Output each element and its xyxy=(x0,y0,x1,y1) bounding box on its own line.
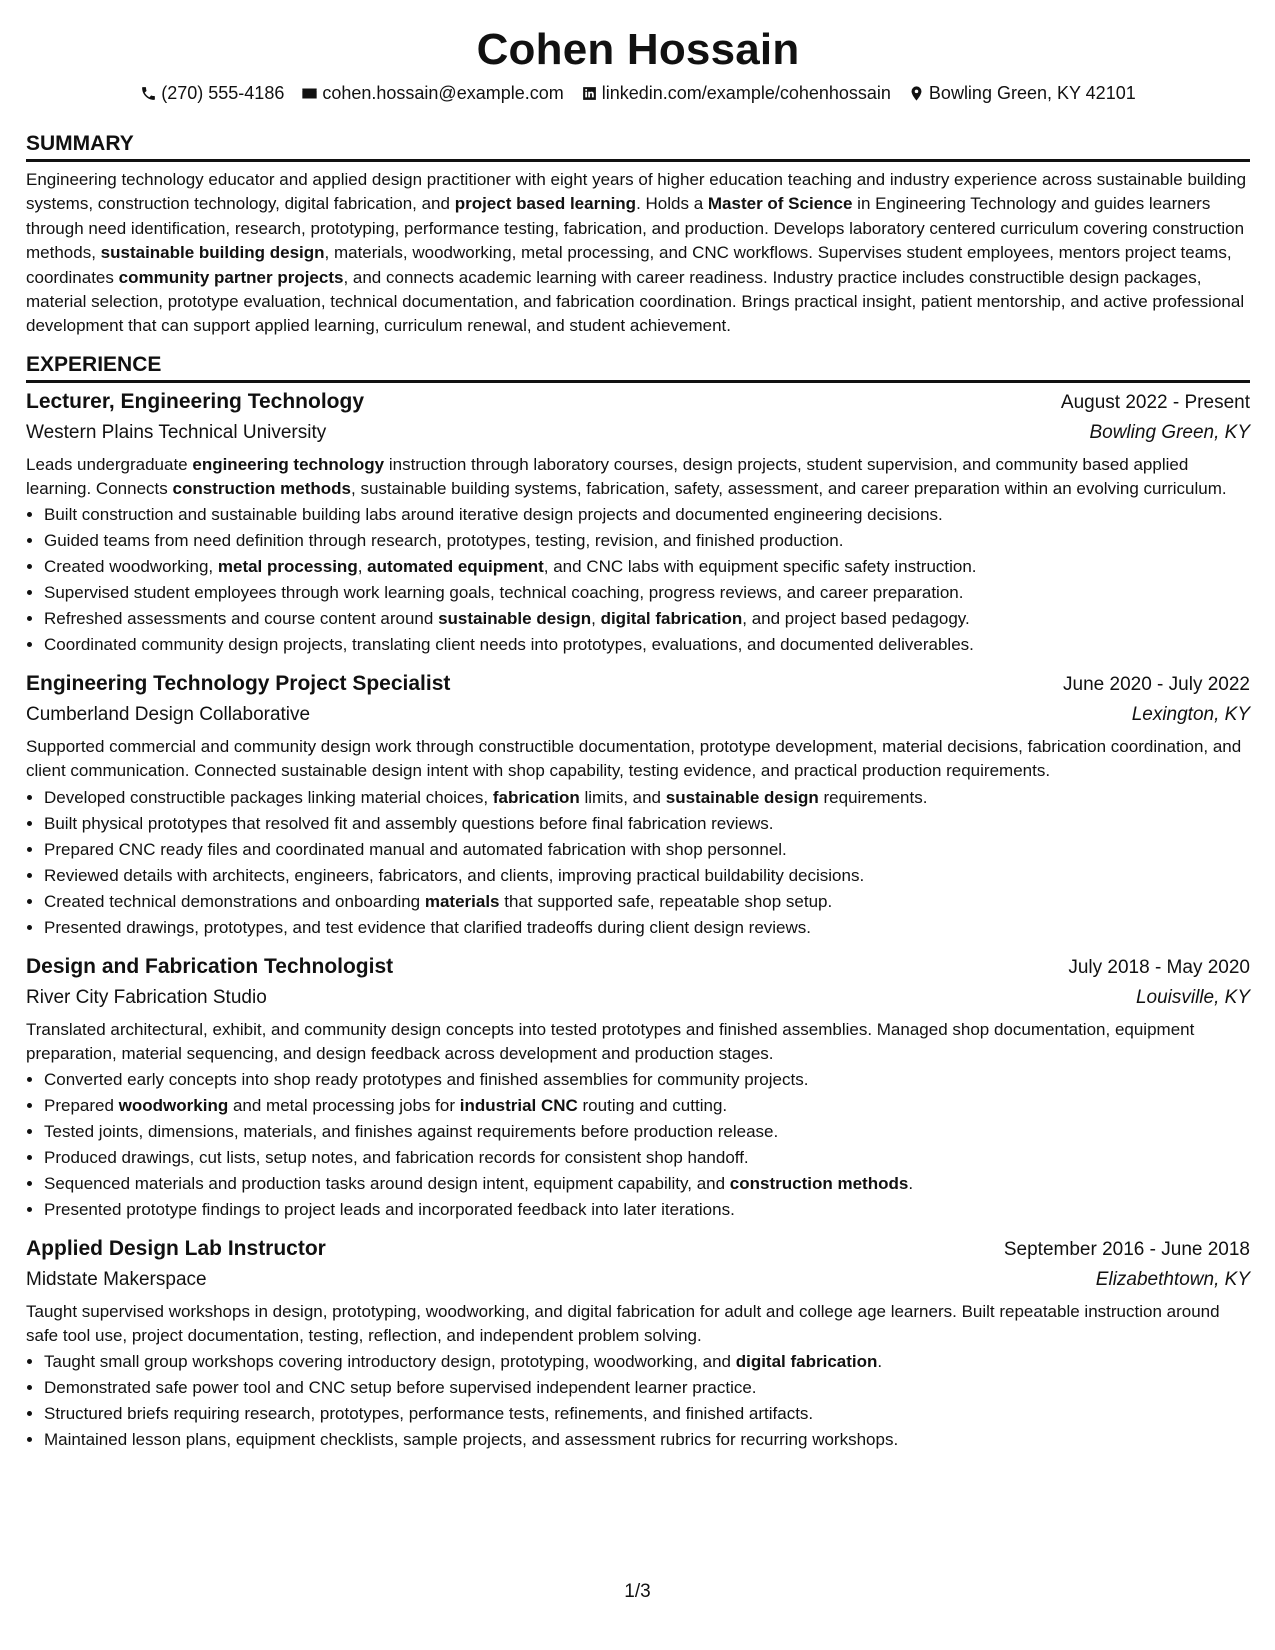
location-text: Bowling Green, KY 42101 xyxy=(928,83,1136,103)
contact-location xyxy=(908,81,1136,105)
bullet-item: • Prepared CNC ready files and coordinated manual and automated fabrication with shop personnel. xyxy=(44,837,1250,863)
emphasized-keyword: metal processing xyxy=(217,557,358,577)
bullet-item: • Created woodworking, metal processing, automated equipment, and CNC labs with equipment specific safety instruction. xyxy=(44,554,1250,580)
bullet-item: • Sequenced materials and production tasks around design intent, equipment capability, and construction methods. xyxy=(44,1171,1250,1197)
job-organization: Cumberland Design Collaborative xyxy=(26,704,311,726)
bullet-item: • Demonstrated safe power tool and CNC setup before supervised independent learner practice. xyxy=(44,1375,1250,1401)
job-location: Bowling Green, KY xyxy=(1089,421,1250,443)
experience-list xyxy=(26,387,1250,1454)
emphasized-keyword: construction methods xyxy=(729,1174,909,1194)
emphasized-keyword: construction methods xyxy=(172,479,351,499)
job-entry xyxy=(26,669,1250,940)
phone-text: (270) 555-4186 xyxy=(161,83,285,103)
job-title: Applied Design Lab Instructor xyxy=(26,1237,326,1261)
emphasized-keyword: automated equipment xyxy=(367,557,544,577)
bullet-item: • Built physical prototypes that resolved fit and assembly questions before final fabrication reviews. xyxy=(44,811,1250,837)
email-link[interactable]: cohen.hossain@example.com xyxy=(322,83,564,103)
emphasized-keyword: fabrication xyxy=(492,787,580,807)
envelope-icon xyxy=(301,85,318,102)
summary-heading: SUMMARY xyxy=(26,130,1250,162)
job-bullets xyxy=(26,785,1250,941)
bullet-item: • Taught small group workshops covering introductory design, prototyping, woodworking, and digital fabrication. xyxy=(44,1349,1250,1375)
job-bullets xyxy=(26,1349,1250,1453)
bullet-item: • Supervised student employees through work learning goals, technical coaching, progress reviews, and career preparation. xyxy=(44,580,1250,606)
bullet-item: • Presented prototype findings to project leads and incorporated feedback into later iterations. xyxy=(44,1197,1250,1223)
emphasized-keyword: sustainable building design xyxy=(100,243,325,263)
bullet-item: • Presented drawings, prototypes, and test evidence that clarified tradeoffs during client design reviews. xyxy=(44,915,1250,941)
emphasized-keyword: sustainable design xyxy=(665,787,819,807)
emphasized-keyword: woodworking xyxy=(118,1096,229,1116)
job-dates: July 2018 - May 2020 xyxy=(1068,956,1250,978)
job-title: Lecturer, Engineering Technology xyxy=(26,389,364,413)
contact-linkedin[interactable] xyxy=(581,81,891,105)
bullet-item: • Refreshed assessments and course content around sustainable design, digital fabrication, and project based pedagogy. xyxy=(44,606,1250,632)
job-organization: Western Plains Technical University xyxy=(26,421,327,443)
page-number: 1/3 xyxy=(624,1581,651,1602)
emphasized-keyword: Master of Science xyxy=(707,194,853,214)
job-description: Taught supervised workshops in design, prototyping, woodworking, and digital fabrication for adult and college age learners. Built repeatable instruction around safe tool use, project documentation, testing, reflection, and independent problem solving. xyxy=(26,1302,1220,1346)
bullet-item: • Created technical demonstrations and onboarding materials that supported safe, repeatable shop setup. xyxy=(44,889,1250,915)
emphasized-keyword: industrial CNC xyxy=(459,1096,578,1116)
experience-heading: EXPERIENCE xyxy=(26,351,1250,383)
job-entry xyxy=(26,952,1250,1223)
emphasized-keyword: sustainable design xyxy=(438,609,592,629)
contact-bar xyxy=(26,81,1250,105)
emphasized-keyword: project based learning xyxy=(454,194,637,214)
job-bullets xyxy=(26,1067,1250,1223)
resume-page xyxy=(26,0,1250,1453)
bullet-item: • Maintained lesson plans, equipment checklists, sample projects, and assessment rubrics for recurring workshops. xyxy=(44,1427,1250,1453)
bullet-item: • Guided teams from need definition through research, prototypes, testing, revision, and finished production. xyxy=(44,528,1250,554)
job-location: Louisville, KY xyxy=(1135,986,1250,1008)
job-description: Translated architectural, exhibit, and community design concepts into tested prototypes and finished assemblies. Managed shop documentation, equipment preparation, material sequencing, and design feedback across development and production stages. xyxy=(26,1019,1195,1063)
bullet-item: • Structured briefs requiring research, prototypes, performance tests, refinements, and finished artifacts. xyxy=(44,1401,1250,1427)
emphasized-keyword: digital fabrication xyxy=(735,1352,878,1372)
emphasized-keyword: community partner projects xyxy=(118,267,344,287)
job-dates: June 2020 - July 2022 xyxy=(1063,674,1250,696)
job-location: Lexington, KY xyxy=(1131,704,1250,726)
bullet-item: • Built construction and sustainable building labs around iterative design projects and documented engineering decisions. xyxy=(44,502,1250,528)
linkedin-icon xyxy=(581,85,598,102)
job-title: Design and Fabrication Technologist xyxy=(26,954,394,978)
phone-icon xyxy=(140,85,157,102)
job-dates: September 2016 - June 2018 xyxy=(1003,1239,1250,1261)
linkedin-link[interactable]: linkedin.com/example/cohenhossain xyxy=(601,83,891,103)
emphasized-keyword: materials xyxy=(424,891,500,911)
bullet-item: • Developed constructible packages linking material choices, fabrication limits, and sustainable design requirements. xyxy=(44,785,1250,811)
bullet-item: • Tested joints, dimensions, materials, and finishes against requirements before production release. xyxy=(44,1119,1250,1145)
map-pin-icon xyxy=(908,85,925,102)
bullet-item: • Converted early concepts into shop ready prototypes and finished assemblies for community projects. xyxy=(44,1067,1250,1093)
job-description: Leads undergraduate engineering technology instruction through laboratory courses, design projects, student supervision, and community based applied learning. Connects construction methods, sustainable building systems, fabrication, safety, assessment, and career preparation within an evolving curriculum. xyxy=(26,454,1227,499)
job-dates: August 2022 - Present xyxy=(1060,391,1250,413)
job-organization: River City Fabrication Studio xyxy=(26,986,267,1008)
bullet-item: • Reviewed details with architects, engineers, fabricators, and clients, improving practical buildability decisions. xyxy=(44,863,1250,889)
emphasized-keyword: engineering technology xyxy=(192,454,385,474)
job-title: Engineering Technology Project Specialist xyxy=(26,672,451,696)
bullet-item: • Prepared woodworking and metal processing jobs for industrial CNC routing and cutting. xyxy=(44,1093,1250,1119)
job-entry xyxy=(26,387,1250,658)
candidate-name: Cohen Hossain xyxy=(476,25,800,74)
summary-text: Engineering technology educator and applied design practitioner with eight years of higher education teaching and industry experience across sustainable building systems, construction technology, digital fabrication, and project based learning. Holds a Master of Science in Engineering Technology and guides learners through need identification, research, prototyping, performance testing, fabrication, and production. Develops laboratory centered curriculum covering construction methods, sustainable building design, materials, woodworking, metal processing, and CNC workflows. Supervises student employees, mentors project teams, coordinates community partner projects, and connects academic learning with career readiness. Industry practice includes constructible design packages, material selection, prototype evaluation, technical documentation, and fabrication coordination. Brings practical insight, patient mentorship, and active professional development that can support applied learning, curriculum renewal, and student achievement. xyxy=(26,170,1247,336)
emphasized-keyword: digital fabrication xyxy=(600,609,743,629)
bullet-item: • Coordinated community design projects, translating client needs into prototypes, evaluations, and documented deliverables. xyxy=(44,632,1250,658)
job-bullets xyxy=(26,502,1250,658)
job-description: Supported commercial and community design work through constructible documentation, prototype development, material decisions, fabrication coordination, and client communication. Connected sustainable design intent with shop capability, testing evidence, and practical production requirements. xyxy=(26,737,1242,781)
contact-phone xyxy=(140,81,284,105)
job-organization: Midstate Makerspace xyxy=(26,1269,207,1291)
bullet-item: • Produced drawings, cut lists, setup notes, and fabrication records for consistent shop handoff. xyxy=(44,1145,1250,1171)
job-location: Elizabethtown, KY xyxy=(1095,1269,1250,1291)
contact-email[interactable] xyxy=(301,81,563,105)
job-entry xyxy=(26,1234,1250,1453)
